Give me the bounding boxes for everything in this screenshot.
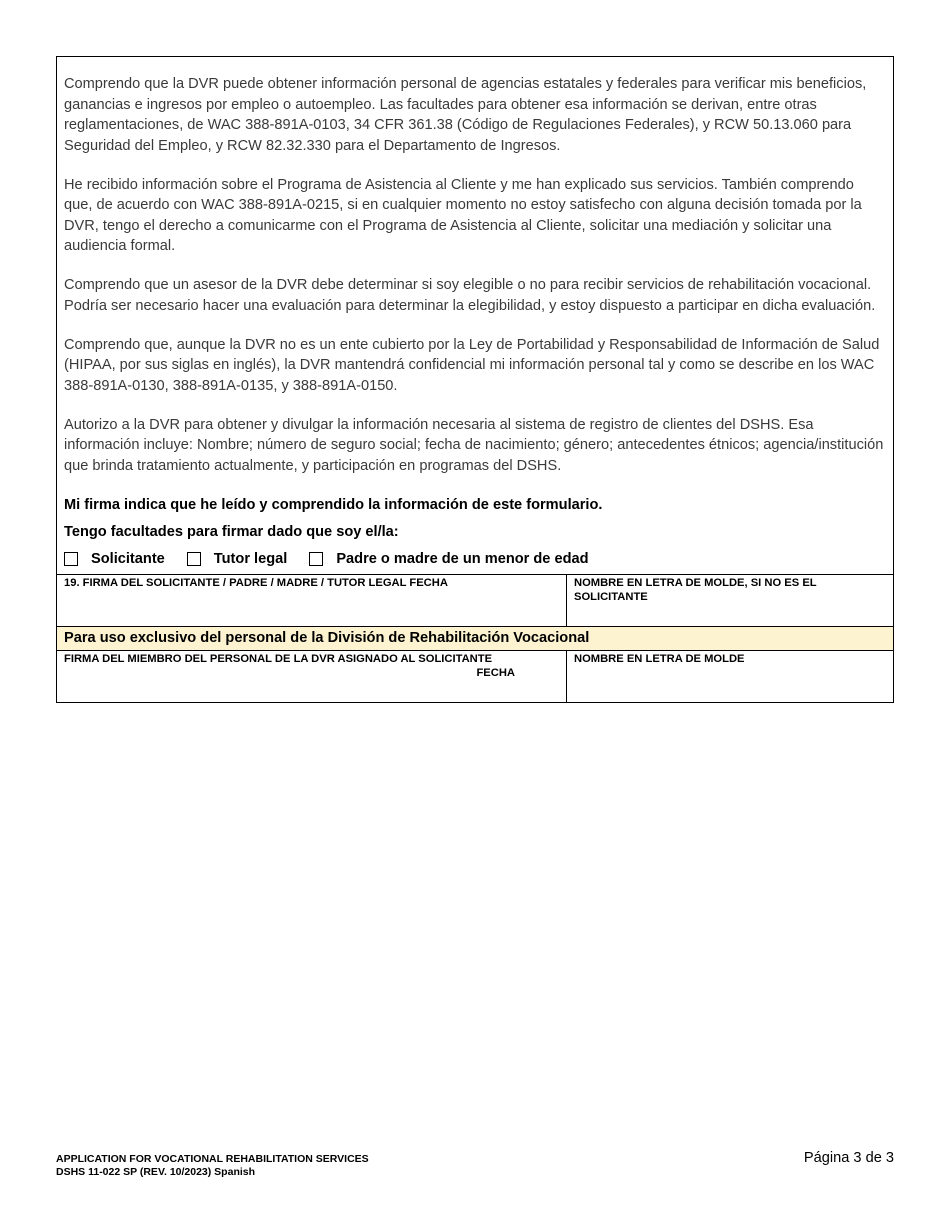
checkbox-tutor-legal[interactable] (187, 552, 201, 566)
footer-title: APPLICATION FOR VOCATIONAL REHABILITATION SERVICES (56, 1153, 369, 1165)
paragraph-eligibility: Comprendo que un asesor de la DVR debe determinar si soy elegible o no para recibir servicios de rehabilitación vocacional. Podría ser necesario hacer una evaluación para determinar la elegibilidad, y estoy dispuesto a participar en dicha evaluación. (64, 277, 876, 314)
applicant-signature-field[interactable] (57, 575, 567, 626)
footer-form-id: DSHS 11-022 SP (REV. 10/2023) Spanish (56, 1166, 256, 1178)
staff-signature-field[interactable] (57, 651, 567, 702)
option-tutor-legal[interactable] (187, 551, 288, 567)
staff-only-header: Para uso exclusivo del personal de la División de Rehabilitación Vocacional (57, 626, 893, 650)
staff-signature-row (57, 650, 893, 702)
applicant-printed-name-field[interactable] (567, 575, 893, 626)
authority-statement: Tengo facultades para firmar dado que soy el/la: (64, 523, 399, 540)
footer-form-info (56, 1153, 369, 1179)
staff-printed-name-field[interactable] (567, 651, 893, 702)
checkbox-label: Tutor legal (213, 550, 288, 567)
paragraph-confidentiality: Comprendo que, aunque la DVR no es un ente cubierto por la Ley de Portabilidad y Responsabilidad de Información de Salud (HIPAA, por sus siglas en inglés), la DVR mantendrá confidencial mi información personal tal y como se describe en los WAC 388-891A-0130, 388-891A-0135, y 388-891A-0150. (64, 336, 880, 394)
checkbox-label: Padre o madre de un menor de edad (336, 550, 589, 567)
consent-text-area (57, 57, 893, 569)
paragraph-authorization: Autorizo a la DVR para obtener y divulgar la información necesaria al sistema de registro de clientes del DSHS. Esa información incluye: Nombre; número de seguro social; fecha de nacimiento; género; antecedentes étnicos; agencia/institución que brinda tratamiento actualmente, y participación en programas del DSHS. (64, 416, 884, 474)
page-number: Página 3 de 3 (803, 1150, 894, 1166)
applicant-signature-row (57, 574, 893, 626)
signer-role-options (64, 549, 886, 569)
checkbox-padre-madre[interactable] (309, 552, 323, 566)
checkbox-solicitante[interactable] (64, 552, 78, 566)
paragraph-client-assistance: He recibido información sobre el Programa de Asistencia al Cliente y me han explicado sus servicios. También comprendo que, de acuerdo con WAC 388-891A-0215, si en cualquier momento no estoy satisfecho con alguna decisión tomada por la DVR, tengo el derecho a comunicarme con el Programa de Asistencia al Cliente, solicitar una mediación y solicitar una audiencia formal. (64, 176, 862, 254)
applicant-signature-label: 19. FIRMA DEL SOLICITANTE / PADRE / MADRE / TUTOR LEGAL FECHA (64, 576, 448, 589)
checkbox-label: Solicitante (91, 550, 165, 567)
paragraph-info-verification: Comprendo que la DVR puede obtener información personal de agencias estatales y federales para verificar mis beneficios, ganancias e ingresos por empleo o autoempleo. Las facultades para obtener esa información se derivan, entre otras reglamentaciones, de WAC 388-891A-0103, 34 CFR 361.38 (Código de Regulaciones Federales), y RCW 50.13.060 para Seguridad del Empleo, y RCW 82.32.330 para el Departamento de Ingresos. (64, 76, 867, 154)
staff-signature-label: FIRMA DEL MIEMBRO DEL PERSONAL DE LA DVR ASIGNADO AL SOLICITANTE (64, 652, 493, 665)
staff-date-label: FECHA (476, 666, 515, 679)
option-padre-madre[interactable] (309, 551, 588, 567)
signature-statement: Mi firma indica que he leído y comprendido la información de este formulario. (64, 496, 603, 513)
applicant-printed-name-label: NOMBRE EN LETRA DE MOLDE, SI NO ES EL SOLICITANTE (574, 576, 817, 603)
option-solicitante[interactable] (64, 551, 165, 567)
staff-printed-name-label: NOMBRE EN LETRA DE MOLDE (574, 652, 745, 665)
form-section (56, 56, 894, 703)
